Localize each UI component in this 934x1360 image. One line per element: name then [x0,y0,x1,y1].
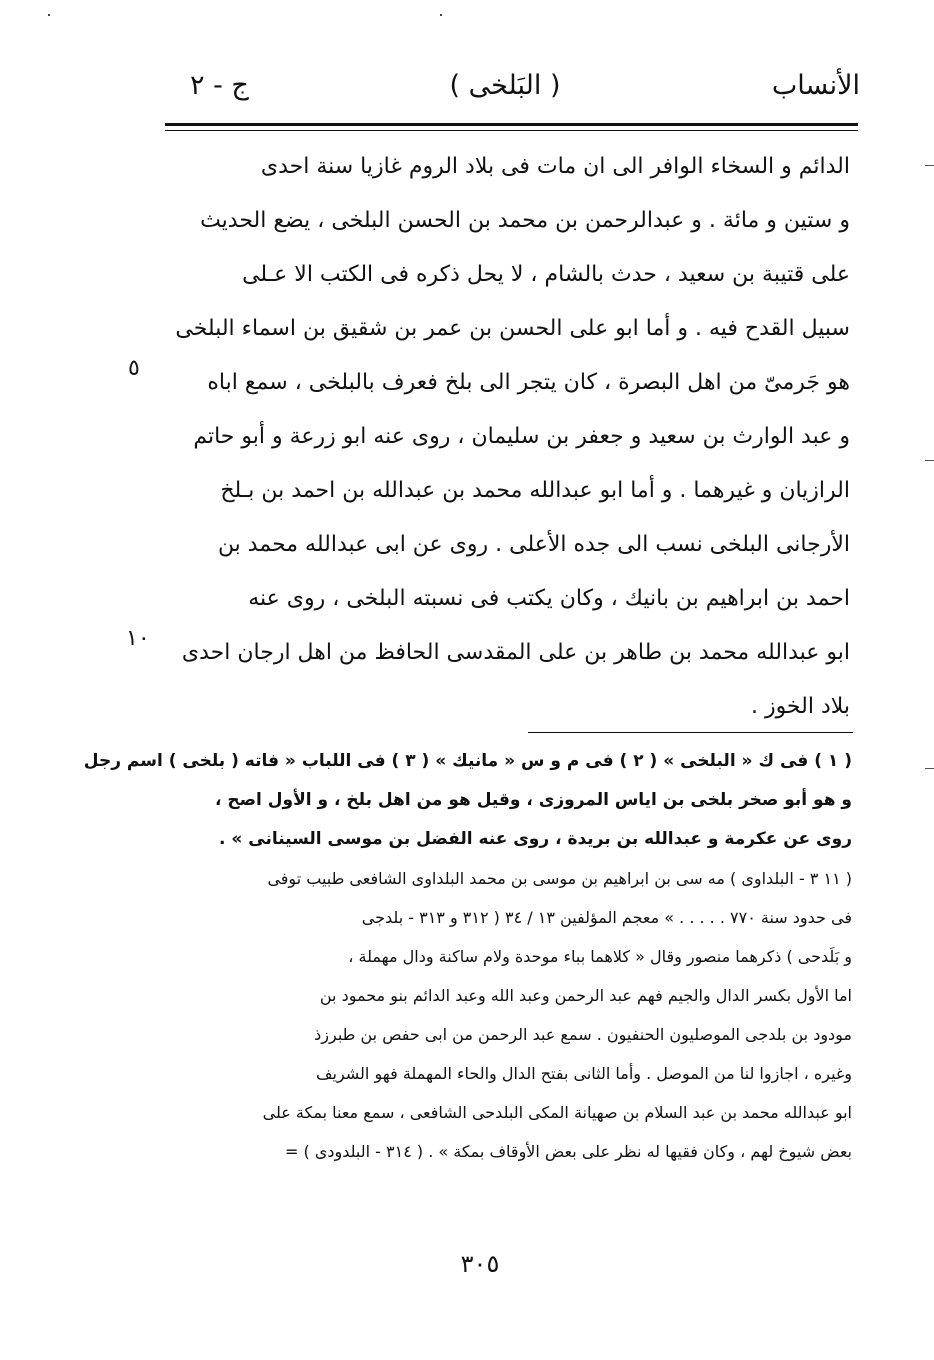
footnote-line: ( ١ ) فى ك « البلخى » ( ٢ ) فى م و س « مانيك » ( ٣ ) فى اللباب « فاته ( بلخى ) اسم رجل [83,751,852,771]
header-rule-thin [165,130,858,131]
footnote-line: وغيره ، اجازوا لنا من الموصل . وأما الثانى بفتح الدال والحاء المهملة فهو الشريف [315,1064,852,1083]
main-text-line: ابو عبدالله محمد بن طاهر بن على المقدسى الحافظ من اهل ارجان احدى [181,640,850,665]
entry-heading: ( البَلخى ) [449,70,561,101]
main-text-line: و عبد الوارث بن سعيد و جعفر بن سليمان ، روى عنه ابو زرعة و أبو حاتم [193,424,850,449]
main-text-block [170,140,850,734]
book-title: الأنساب [771,70,860,101]
footnote-line: و هو أبو صخر بلخى بن اياس المروزى ، وقيل هو من اهل بلخ ، و الأول اصح ، [215,790,852,810]
main-text-line: الدائم و السخاء الوافر الى ان مات فى بلاد الروم غازيا سنة احدى [260,154,850,179]
line-number-5: ٥ [128,356,140,381]
main-text-line: احمد بن ابراهيم بن بانيك ، وكان يكتب فى نسبته البلخى ، روى عنه [248,586,850,611]
main-text-line: الأرجانى البلخى نسب الى جده الأعلى . روى عن ابى عبدالله محمد بن [217,532,850,557]
main-text-line: هو جَرمىّ من اهل البصرة ، كان يتجر الى بلخ فعرف بالبلخى ، سمع اباه [207,370,850,395]
page-number: ٣٠٥ [460,1250,500,1278]
footnote-line: اما الأول بكسر الدال والجيم فهم عبد الرحمن وعبد الله وعبد الدائم بنو محمود بن [319,986,852,1005]
footnote-line: فى حدود سنة ٧٧٠ . . . . . » معجم المؤلفين ١٣ / ٣٤ ( ٣١٢ و ٣١٣ - بلدجى [361,908,852,927]
main-text-line: على قتيبة بن سعيد ، حدث بالشام ، لا يحل ذكره فى الكتب الا عـلى [242,262,850,287]
margin-mark [925,165,934,166]
footnote-separator [528,732,853,733]
margin-mark [925,768,934,769]
main-text-line: الرازيان و غيرهما . و أما ابو عبدالله محمد بن عبدالله بن احمد بن بـلخ [220,478,850,503]
footnote-line: ( ١١ ٣ - البلداوى ) مه سى بن ابراهيم بن موسى بن محمد البلداوى الشافعى طبيب توفى [267,869,852,888]
scan-speck [48,14,50,16]
scan-speck [440,14,442,16]
line-number-10: ١٠ [126,626,150,651]
main-text-line: و ستين و مائة . و عبدالرحمن بن محمد بن الحسن البلخى ، يضع الحديث [200,208,850,233]
main-text-line: سبيل القدح فيه . و أما ابو على الحسن بن عمر بن شقيق بن اسماء البلخى [175,316,850,341]
footnote-line: بعض شيوخ لهم ، وكان فقيها له نظر على بعض الأوقاف بمكة » . ( ٣١٤ - البلدودى ) = [285,1142,852,1161]
header-rule-thick [165,123,858,126]
footnote-line: و بَلَدحى ) ذكرهما منصور وقال « كلاهما بباء موحدة ولام ساكنة ودال مهملة ، [348,947,852,966]
footnotes-block [83,742,852,1171]
footnote-line: روى عن عكرمة و عبدالله بن بريدة ، روى عنه الفضل بن موسى السينانى » . [218,829,852,849]
page-header [160,70,860,120]
footnote-line: ابو عبدالله محمد بن عبد السلام بن صهيانة المكى البلدحى الشافعى ، سمع معنا بمكة على [262,1103,852,1122]
footnote-line: مودود بن بلدجى الموصليون الحنفيون . سمع عبد الرحمن من ابى حفص بن طبرزذ [314,1025,852,1044]
volume-label: ج - ٢ [190,70,249,101]
main-text-line: بلاد الخوز . [750,694,850,719]
margin-mark [925,460,934,461]
